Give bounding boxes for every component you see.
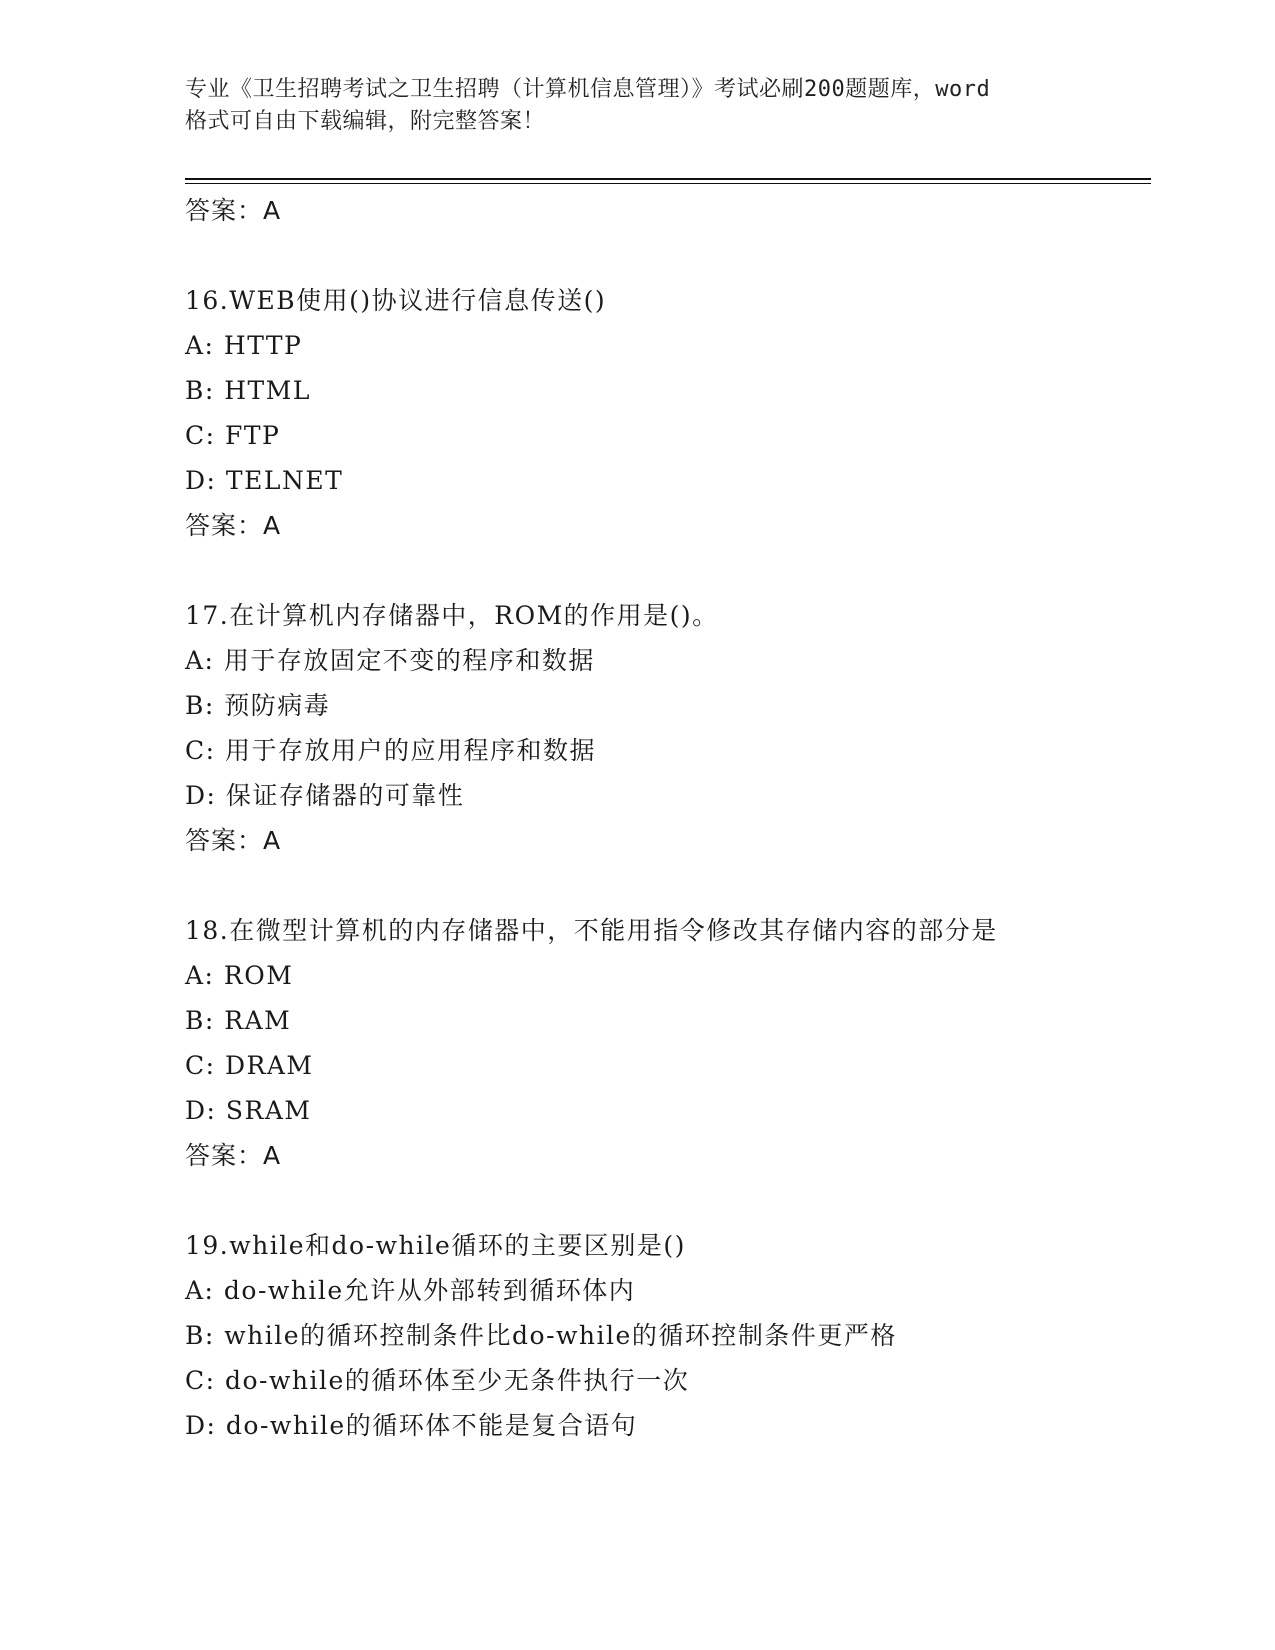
question-16 <box>185 278 1145 548</box>
header-line-2: 格式可自由下载编辑，附完整答案！ <box>185 109 546 134</box>
option-d: D: 保证存储器的可靠性 <box>185 781 465 810</box>
question-18 <box>185 908 1145 1178</box>
option-d: D: TELNET <box>185 466 344 495</box>
option-c: C: do-while的循环体至少无条件执行一次 <box>185 1366 690 1395</box>
option-b: B: while的循环控制条件比do-while的循环控制条件更严格 <box>185 1321 897 1350</box>
question-stem: 16.WEB使用()协议进行信息传送() <box>185 286 607 315</box>
option-d: D: SRAM <box>185 1096 312 1125</box>
option-a: A: 用于存放固定不变的程序和数据 <box>185 646 595 675</box>
option-c: C: 用于存放用户的应用程序和数据 <box>185 736 596 765</box>
option-c: C: FTP <box>185 421 281 450</box>
spacer <box>185 1178 1145 1223</box>
question-stem: 18.在微型计算机的内存储器中，不能用指令修改其存储内容的部分是 <box>185 916 998 945</box>
option-a: A: do-while允许从外部转到循环体内 <box>185 1276 636 1305</box>
option-b: B: 预防病毒 <box>185 691 331 720</box>
question-17 <box>185 593 1145 863</box>
question-stem: 17.在计算机内存储器中，ROM的作用是()。 <box>185 601 719 630</box>
question-stem: 19.while和do-while循环的主要区别是() <box>185 1231 686 1260</box>
header-divider-thick <box>185 178 1151 180</box>
option-c: C: DRAM <box>185 1051 314 1080</box>
spacer <box>185 863 1145 908</box>
document-header <box>185 74 1075 138</box>
option-a: A: ROM <box>185 961 294 990</box>
header-line-1: 专业《卫生招聘考试之卫生招聘（计算机信息管理）》考试必刷200题题库，word <box>185 77 991 102</box>
option-b: B: RAM <box>185 1006 292 1035</box>
header-divider-thin <box>185 183 1151 184</box>
question-answer: 答案：A <box>185 826 282 855</box>
lead-answer: 答案：A <box>185 196 282 225</box>
spacer <box>185 548 1145 593</box>
option-d: D: do-while的循环体不能是复合语句 <box>185 1411 638 1440</box>
option-a: A: HTTP <box>185 331 303 360</box>
question-answer: 答案：A <box>185 1141 282 1170</box>
question-19 <box>185 1223 1145 1448</box>
question-list <box>185 188 1145 1448</box>
spacer <box>185 233 1145 278</box>
option-b: B: HTML <box>185 376 311 405</box>
question-answer: 答案：A <box>185 511 282 540</box>
